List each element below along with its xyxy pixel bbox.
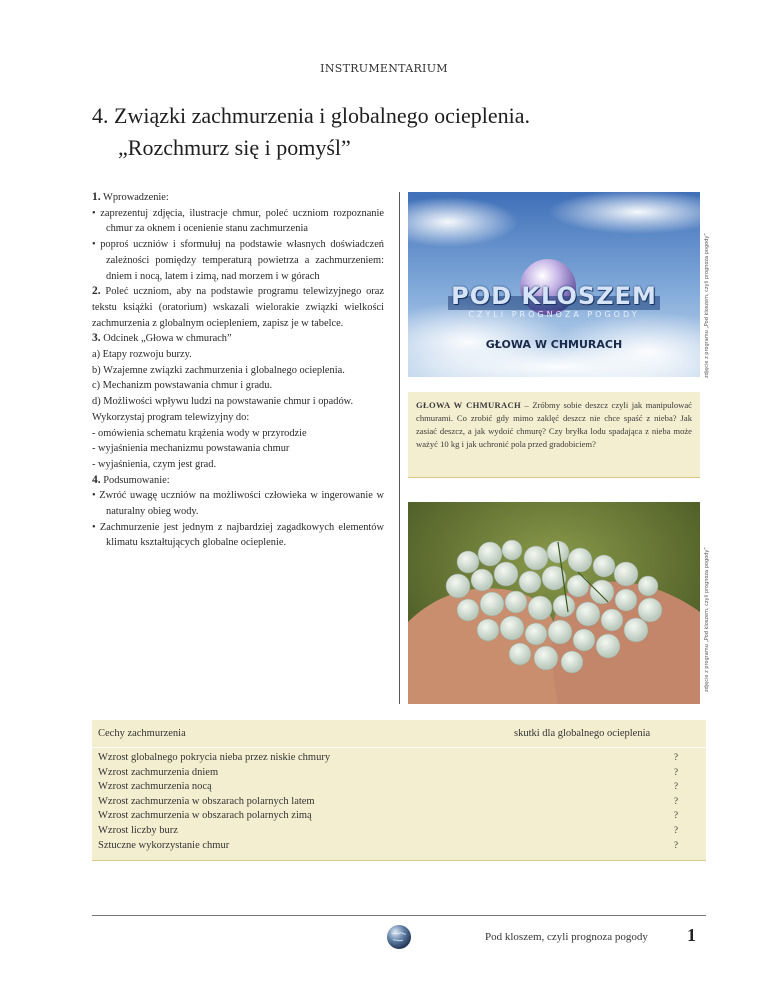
episode-title-text: GŁOWA W CHMURACH [485,338,623,351]
step-3-item-c: c) Mechanizm powstawania chmur i gradu. [92,380,273,392]
row-feature: Wzrost zachmurzenia w obszarach polarnych latem [98,795,315,807]
row-feature: Wzrost zachmurzenia w obszarach polarnych zimą [98,810,312,822]
logo-main-text: POD KLOSZEM [451,282,657,310]
step-1-heading [92,190,384,206]
row-feature: Sztuczne wykorzystanie chmur [98,839,230,851]
row-effect: ? [674,839,678,850]
caption-text: – Zróbmy sobie deszcz czyli jak manipulować chmurami. Co zrobić gdy mimo zaklęć deszcz nie chce spaść z nieba? Jak zasiać deszcz, a jak wydoić chmurę? Czy bryłka lodu spadająca z nieba może ważyć 10 kg i jak uchronić pola przed gradobiciem? [416,400,692,449]
row-effect: ? [674,825,678,835]
table-header-divider [92,747,706,748]
step-3-use-intro: Wykorzystaj program telewizyjny do: [92,411,250,423]
table-header-effects: skutki dla globalnego ocieplenia [514,728,651,739]
step-3-use-2: - wyjaśnienia mechanizmu powstawania chmur [92,443,290,455]
globe-icon [386,924,412,950]
logo-sub-text: CZYLI PROGNOZA POGODY [468,310,640,319]
step-1-bullet-2: • poproś uczniów i sformułuj na podstawie własnych doświadczeń zależności pomiędzy temperaturą powietrza a zachmurzeniem: dniem i nocą, latem i zimą, nad morzem i w górach [92,239,384,282]
table-row [98,840,698,854]
row-feature: Wzrost globalnego pokrycia nieba przez niskie chmury [98,752,331,763]
title-line-1: 4. Związki zachmurzenia i globalnego ocieplenia. [92,103,530,128]
episode-title-image [408,192,700,377]
column-divider [399,192,400,704]
step-3-item-b: b) Wzajemne związki zachmurzenia i globalnego ocieplenia. [92,364,345,376]
row-effect: ? [674,795,678,806]
footer-title: Pod kloszem, czyli prognoza pogody [485,931,648,943]
step-4-title: Podsumowanie: [100,474,170,486]
section-title [92,100,732,164]
table-row [98,825,698,839]
step-3-item-d: d) Możliwości wpływu ludzi na powstawanie chmur i opadów. [92,396,354,408]
step-4-number: 4. [92,473,101,486]
caption-lead: GŁOWA W CHMURACH [416,400,522,410]
table-row [98,767,698,781]
page-number: 1 [687,925,696,945]
step-4-bullet-1: • Zwróć uwagę uczniów na możliwości człowieka w ingerowanie w naturalny obieg wody. [92,490,384,518]
row-effect: ? [674,810,678,821]
row-effect: ? [674,781,678,792]
row-effect: ? [674,752,678,762]
hailstones-in-hands-image [408,502,700,704]
running-header: INSTRUMENTARIUM [320,62,448,75]
step-2-number: 2. [92,285,101,298]
step-4-bullet-2: • Zachmurzenie jest jednym z najbardziej zagadkowych elementów klimatu kształtujących globalne ocieplenie. [92,521,384,549]
step-3-heading [92,331,384,347]
table-header-features: Cechy zachmurzenia [98,728,186,739]
step-3-use-3: - wyjaśnienia, czym jest grad. [92,458,217,470]
photo-2-credit: zdjęcie z programu „Pod kloszem, czyli prognoza pogody” [704,547,710,692]
episode-caption [408,392,700,478]
instructions-column [92,190,384,551]
step-1-number: 1. [92,191,101,203]
step-3-item-a: a) Etapy rozwoju burzy. [92,349,192,361]
table-row [98,796,698,810]
step-1-title: Wprowadzenie: [100,192,169,203]
photo-1-credit: zdjęcie z programu „Pod kloszem, czyli prognoza pogody” [704,233,710,378]
row-feature: Wzrost zachmurzenia nocą [98,781,212,793]
step-3-number: 3. [92,332,101,345]
hail-photo [408,502,700,704]
row-feature: Wzrost zachmurzenia dniem [98,766,219,778]
step-2-paragraph [92,284,384,331]
cloudiness-table [92,720,706,861]
table-row [98,810,698,824]
table-row [98,781,698,795]
footer-rule [92,915,706,916]
step-2-text: Poleć uczniom, aby na podstawie programu telewizyjnego oraz tekstu książki (oratorium) wskazali wielorakie związki wielkości zachmurzenia z globalnym ociepleniem, zapisz je w tabelce. [92,286,384,329]
table-row [98,752,698,766]
step-1-bullet-1: • zaprezentuj zdjęcia, ilustracje chmur, poleć uczniom rozpoznanie chmur za oknem i ocenienie stanu zachmurzenia [92,207,384,235]
row-feature: Wzrost liczby burz [98,825,178,836]
step-3-use-1: - omówienia schematu krążenia wody w przyrodzie [92,427,307,439]
title-line-2: „Rozchmurz się i pomyśl” [118,135,351,160]
row-effect: ? [674,766,678,777]
step-4-heading [92,473,384,489]
step-3-title: Odcinek „Głowa w chmurach” [100,333,232,345]
